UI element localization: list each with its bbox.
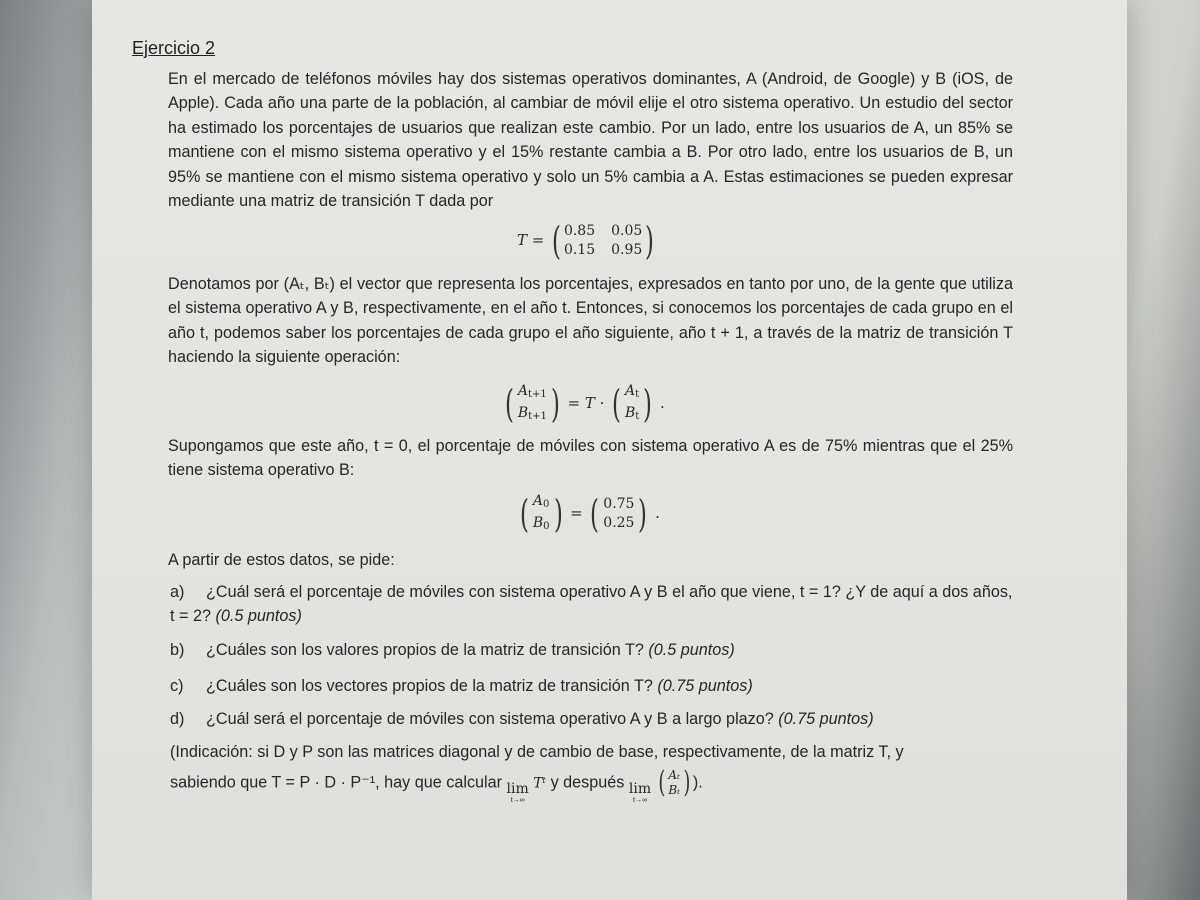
vector-paragraph: Denotamos por (Aₜ, Bₜ) el vector que representa los porcentajes, expresados en tanto por uno, de la gente que utiliza el sistema operativo A y B, respectivamente, en el año t. Entonces, si conocemos los porcentajes de cada grupo en el año t, podemos saber los porcentajes de cada grupo el año siguiente, año t + 1, a través de la matriz de transición T haciendo la siguiente operación: — [168, 275, 1013, 367]
var-a: A — [517, 383, 528, 399]
subscript: t — [635, 389, 640, 400]
hint-text: sabiendo que T = P · D · P⁻¹, hay que calcular — [170, 773, 503, 792]
var-a: A — [532, 493, 543, 509]
question-points: (0.5 puntos) — [648, 641, 735, 659]
lim-word: lim — [506, 781, 529, 798]
lim-word: lim — [628, 781, 652, 798]
question-points: (0.5 puntos) — [215, 607, 302, 625]
question-label: a) — [170, 583, 185, 601]
tasks-intro: A partir de estos datos, se pide: — [168, 551, 395, 569]
matrix-cell: 0.15 — [563, 242, 596, 258]
current-vector: ( $A_t$ $B_t$ ) — [612, 382, 653, 426]
subscript: t+1 — [527, 389, 547, 400]
matrix-symbol: T = — [517, 231, 545, 249]
equals-sign: = — [570, 504, 583, 522]
limit-vector: ( Aₜ Bₜ ) — [657, 765, 691, 800]
matrix-cell: 0.05 — [611, 223, 643, 239]
limit-operator — [507, 783, 529, 807]
var-b: B — [625, 405, 636, 421]
subscript: 0 — [542, 499, 550, 510]
vector-value: 0.25 — [603, 515, 635, 531]
next-vector: ( $A_{t+1}$ $B_{t+1}$ ) — [504, 382, 560, 426]
exercise-heading: Ejercicio 2 — [132, 38, 216, 58]
question-text: ¿Cuáles son los vectores propios de la matriz de transición T? — [206, 677, 653, 695]
question-text: ¿Cuál será el porcentaje de móviles con sistema operativo A y B el año que viene, t = 1? ¿Y de aquí a dos años, t = 2? — [170, 583, 1013, 625]
question-label: d) — [170, 710, 185, 728]
matrix-cell: 0.85 — [563, 223, 596, 239]
recurrence-equation: ( $A_{t+1}$ $B_{t+1}$ ) = T · ( $A_t$ $B_t$ ) . — [502, 382, 665, 426]
exercise-page — [92, 0, 1127, 900]
hint-line-1: (Indicación: si D y P son las matrices diagonal y de cambio de base, respectivamente, de la matriz T, y — [170, 743, 904, 761]
hint-close: ). — [692, 773, 703, 792]
subscript: t+1 — [528, 411, 547, 422]
hint-line-2 — [170, 765, 1015, 807]
question-c — [170, 674, 1015, 698]
initial-vector-symbol: ( $A_0$ $B_0$ ) — [519, 492, 563, 536]
subscript: 0 — [543, 521, 550, 532]
intro-paragraph: En el mercado de teléfonos móviles hay dos sistemas operativos dominantes, A (Android, de Google) y B (iOS, de Apple). Cada año una parte de la población, al cambiar de móvil elije el otro sistema operativo. Un estudio del sector ha estimado los porcentajes de usuarios que realizan este cambio. Por un lado, entre los usuarios de A, un 85% se mantiene con el mismo sistema operativo y el 15% restante cambia a B. Por otro lado, entre los usuarios de B, un 95% se mantiene con el mismo sistema operativo y solo un 5% cambia a A. Estas estimaciones se pueden expresar mediante una matriz de transición T dada por — [168, 70, 1013, 211]
question-label: b) — [170, 641, 185, 659]
var-b: B — [517, 405, 529, 421]
vector-value: 0.75 — [603, 496, 635, 512]
question-a — [170, 580, 1015, 628]
question-text: ¿Cuáles son los valores propios de la matriz de transición T? — [206, 641, 644, 659]
transition-matrix-equation — [517, 219, 657, 263]
question-label: c) — [170, 677, 184, 695]
question-text: ¿Cuál será el porcentaje de móviles con sistema operativo A y B a largo plazo? — [206, 710, 774, 728]
matrix-cell: 0.95 — [611, 242, 643, 258]
question-points: (0.75 puntos) — [778, 710, 874, 728]
limit-operator — [629, 783, 651, 807]
transition-matrix: ( 0.85 0.05 0.15 0.95 ) — [552, 219, 655, 263]
lim-subscript: t→∞ — [510, 797, 525, 805]
t-power-t: Tᵗ — [533, 775, 547, 792]
initial-vector-values: ( 0.75 0.25 ) — [590, 492, 648, 536]
question-points: (0.75 puntos) — [657, 677, 753, 695]
var-a: A — [625, 383, 636, 399]
subscript: t — [635, 411, 640, 422]
initial-vector-equation: ( $A_0$ $B_0$ ) = ( 0.75 0.25 ) . — [517, 492, 660, 536]
var-b: Bₜ — [668, 783, 681, 797]
initial-state-paragraph: Supongamos que este año, t = 0, el porcentaje de móviles con sistema operativo A es de 75% mientras que el 25% tiene sistema operativo B: — [168, 437, 1013, 480]
lim-subscript: t→∞ — [633, 797, 647, 805]
var-a: Aₜ — [668, 768, 680, 782]
var-b: B — [532, 515, 544, 531]
question-d — [170, 707, 1015, 731]
hint-text: y después — [550, 773, 625, 792]
equals-times: = T · — [567, 394, 605, 412]
question-b — [170, 638, 1015, 662]
